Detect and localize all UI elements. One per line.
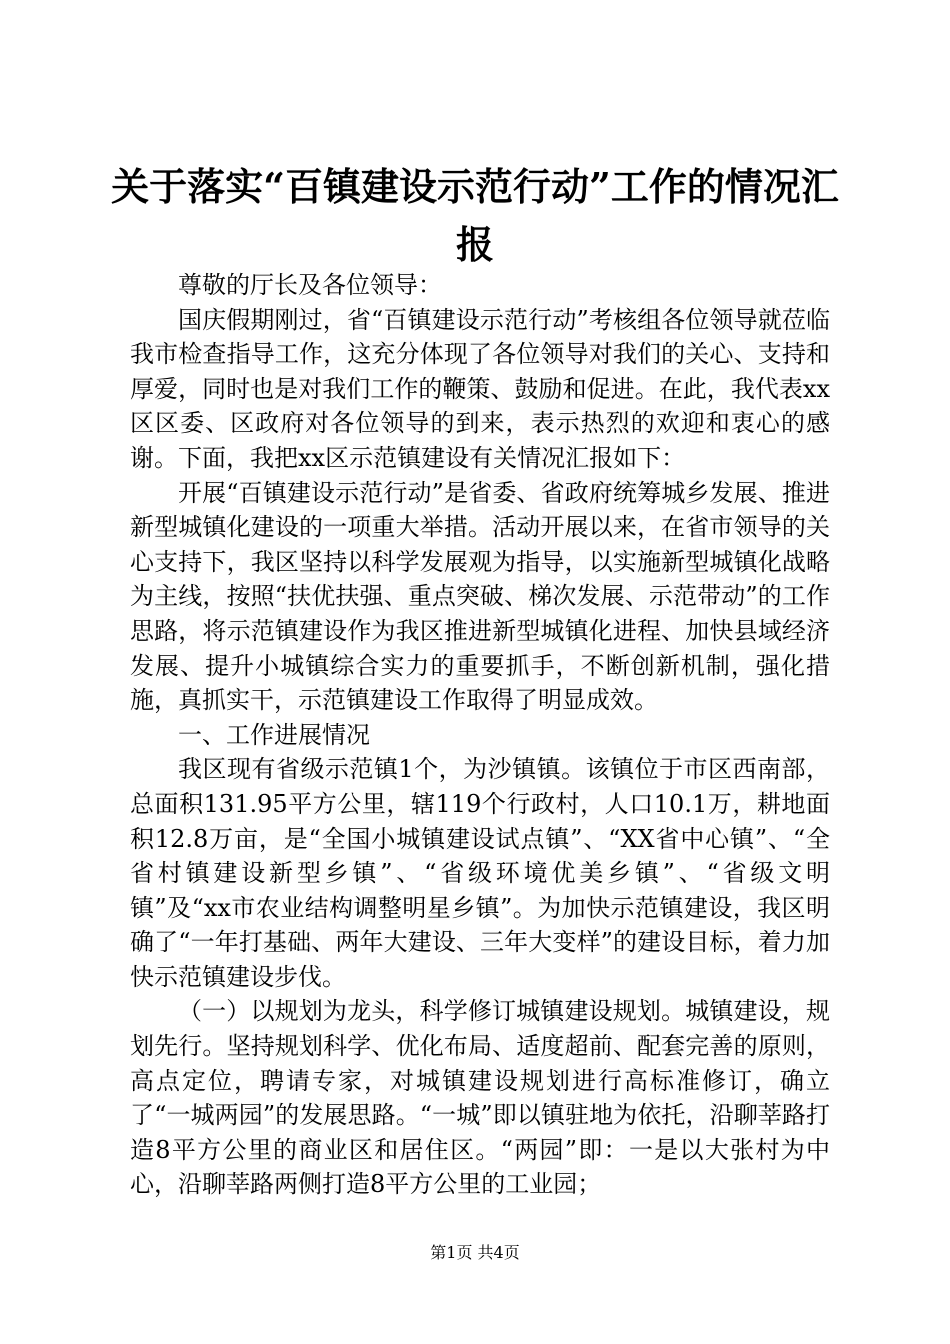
body-paragraph: （一）以规划为龙头，科学修订城镇建设规划。城镇建设，规划先行。坚持规划科学、优化布局、适度超前、配套完善的原则，高点定位，聘请专家，对城镇建设规划进行高标准修订，确立了“一城两园”的发展思路。“一城”即以镇驻地为依托，沿聊莘路打造8平方公里的商业区和居住区。“两园”即：一是以大张村为中心，沿聊莘路两侧打造8平方公里的工业园； bbox=[130, 997, 830, 1199]
page-number-footer: 第1页 共4页 bbox=[430, 1243, 520, 1262]
body-paragraph: 开展“百镇建设示范行动”是省委、省政府统筹城乡发展、推进新型城镇化建设的一项重大举措。活动开展以来，在省市领导的关心支持下，我区坚持以科学发展观为指导，以实施新型城镇化战略为主线，按照“扶优扶强、重点突破、梯次发展、示范带动”的工作思路，将示范镇建设作为我区推进新型城镇化进程、加快县域经济发展、提升小城镇综合实力的重要抓手，不断创新机制，强化措施，真抓实干，示范镇建设工作取得了明显成效。 bbox=[130, 478, 830, 715]
body-paragraph: 国庆假期刚过，省“百镇建设示范行动”考核组各位领导就莅临我市检查指导工作，这充分体现了各位领导对我们的关心、支持和厚爱，同时也是对我们工作的鞭策、鼓励和促进。在此，我代表xx区区委、区政府对各位领导的到来，表示热烈的欢迎和衷心的感谢。下面，我把xx区示范镇建设有关情况汇报如下： bbox=[130, 305, 830, 472]
body-paragraph: 我区现有省级示范镇1个，为沙镇镇。该镇位于市区西南部，总面积131.95平方公里，辖119个行政村，人口10.1万，耕地面积12.8万亩，是“全国小城镇建设试点镇”、“XX省中心镇”、“全省村镇建设新型乡镇”、“省级环境优美乡镇”、“省级文明镇”及“xx市农业结构调整明星乡镇”。为加快示范镇建设，我区明确了“一年打基础、两年大建设、三年大变样”的建设目标，着力加快示范镇建设步伐。 bbox=[130, 755, 830, 991]
section-heading: 一、工作进展情况 bbox=[178, 720, 370, 749]
document-body bbox=[130, 268, 830, 1202]
salutation: 尊敬的厅长及各位领导： bbox=[178, 271, 442, 299]
document-title: 关于落实“百镇建设示范行动”工作的情况汇报 bbox=[111, 164, 839, 267]
